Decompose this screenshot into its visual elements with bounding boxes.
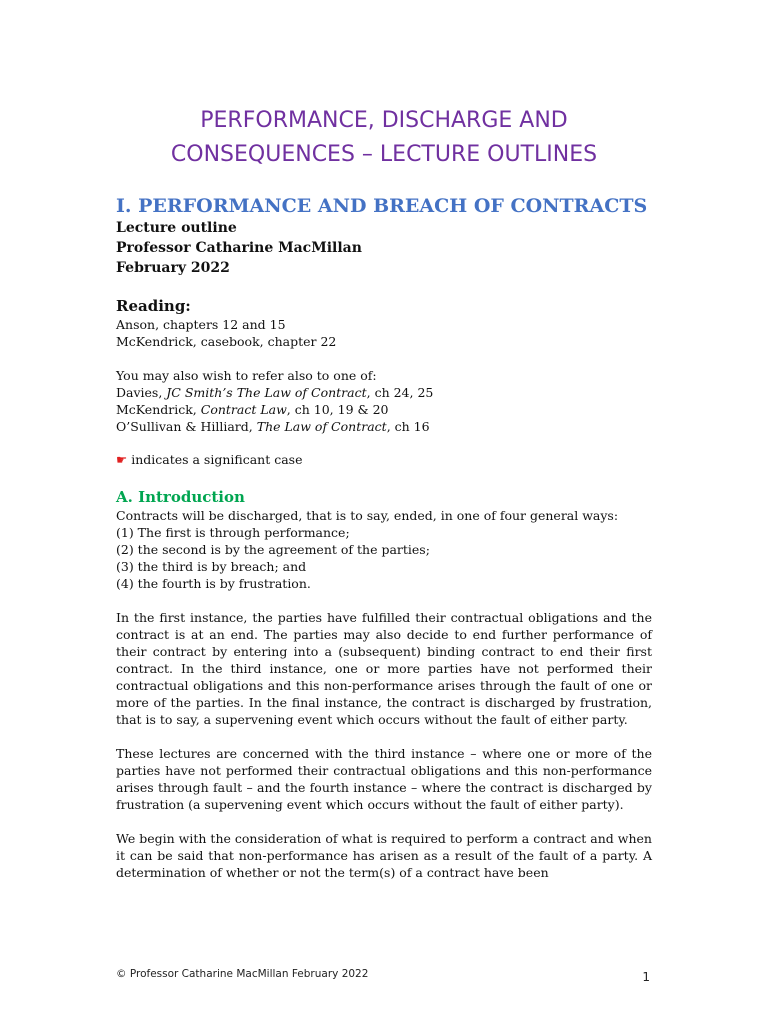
significant-case-note — [116, 451, 652, 468]
also-item — [116, 418, 652, 435]
introduction-heading: A. Introduction — [116, 488, 245, 506]
also-chapters: , ch 16 — [386, 419, 430, 434]
list-item: (1) The first is through performance; — [116, 525, 350, 540]
also-item — [116, 384, 652, 401]
also-author: McKendrick, — [116, 402, 201, 417]
reading-heading: Reading: — [116, 297, 191, 315]
title-line-2: CONSEQUENCES – LECTURE OUTLINES — [170, 142, 598, 167]
meta-date: February 2022 — [116, 260, 230, 276]
discharge-list — [116, 507, 652, 592]
intro-lead: Contracts will be discharged, that is to say, ended, in one of four general ways: — [116, 508, 619, 523]
reading-list — [116, 316, 652, 435]
body-paragraph: These lectures are concerned with the third instance – where one or more of the parties have not performed their contractual obligations and this non-performance arises through fault – and the fourth instance – where the contract is discharged by frustration (a supervening event which occurs without the fault of either party). — [116, 746, 652, 812]
also-item — [116, 401, 652, 418]
title-line-1: PERFORMANCE, DISCHARGE AND — [200, 108, 568, 133]
list-item: (3) the third is by breach; and — [116, 559, 307, 574]
document-page — [116, 0, 652, 881]
footer-copyright: © Professor Catharine MacMillan February 2022 — [116, 968, 369, 980]
reading-item: McKendrick, casebook, chapter 22 — [116, 334, 337, 349]
body-paragraph: In the first instance, the parties have fulfilled their contractual obligations and the contract is at an end. The parties may also decide to end further performance of their contract by entering into a (subsequent) binding contract to end their first contract. In the third instance, one or more parties have not performed their contractual obligations and this non-performance arises through the fault of one or more of the parties. In the final instance, the contract is discharged by frustration, that is to say, a supervening event which occurs without the fault of either party. — [116, 610, 652, 727]
meta-author: Professor Catharine MacMillan — [116, 240, 362, 256]
spacer — [116, 592, 652, 609]
pointing-hand-icon: ☛ — [116, 452, 128, 467]
lecture-meta — [116, 218, 652, 278]
also-chapters: , ch 24, 25 — [366, 385, 434, 400]
body-paragraph: We begin with the consideration of what is required to perform a contract and when it can be said that non-performance has arisen as a result of the fault of a party. A determination of whether or not the term(s) of a contract have been — [116, 831, 652, 880]
list-item: (2) the second is by the agreement of the parties; — [116, 542, 430, 557]
list-item: (4) the fourth is by frustration. — [116, 576, 311, 591]
also-chapters: , ch 10, 19 & 20 — [286, 402, 389, 417]
page-number: 1 — [642, 970, 650, 984]
also-intro: You may also wish to refer also to one of: — [116, 368, 377, 383]
section-heading: I. PERFORMANCE AND BREACH OF CONTRACTS — [116, 195, 648, 217]
page-footer — [116, 968, 652, 984]
also-title: The Law of Contract — [256, 419, 387, 434]
significant-case-text: indicates a significant case — [127, 452, 303, 467]
document-title — [116, 104, 652, 172]
also-author: O’Sullivan & Hilliard, — [116, 419, 257, 434]
meta-lecture-outline: Lecture outline — [116, 220, 237, 236]
also-title: JC Smith’s The Law of Contract — [166, 385, 367, 400]
also-author: Davies, — [116, 385, 167, 400]
reading-item: Anson, chapters 12 and 15 — [116, 317, 286, 332]
spacer — [116, 350, 652, 367]
also-title: Contract Law — [200, 402, 287, 417]
